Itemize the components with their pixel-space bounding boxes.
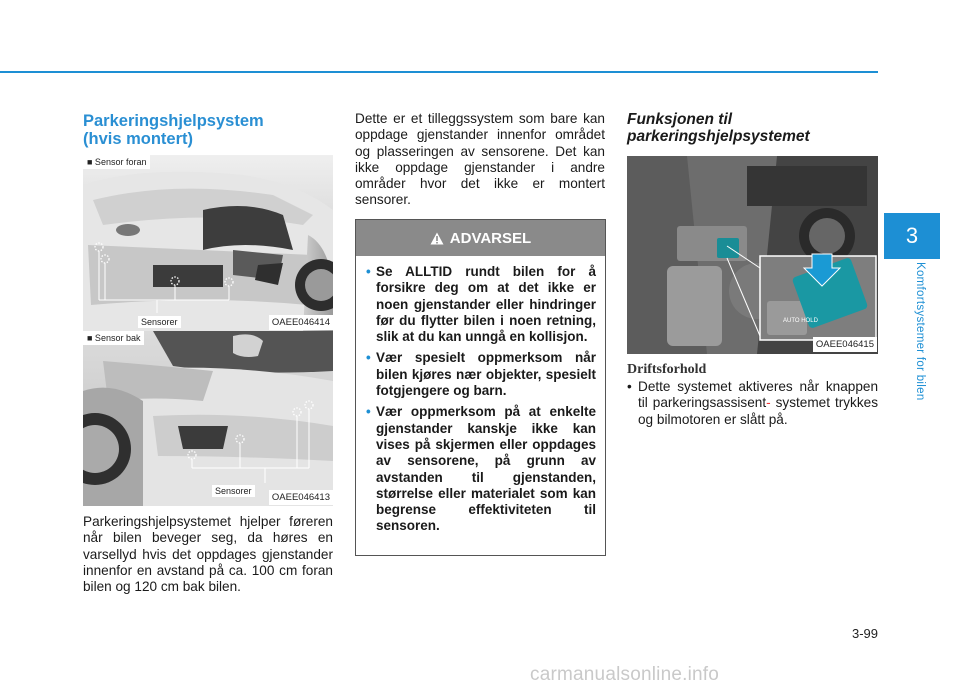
rear-sensor-tag: ■ Sensor bak [83, 331, 144, 345]
section-title-line2: (hvis montert) [83, 130, 194, 148]
line-hyphen: - [766, 395, 771, 411]
warning-item: • Vær oppmerksom på at enkelte gjenstander kanskje ikke kan vises på skjermen eller oppdages av sensorene, på grunn av avstanden til gjenstanden, størrelse eller materialet som kan begrense effektiviteten til sensoren. [366, 404, 596, 534]
operating-conditions-heading: Driftsforhold [627, 362, 707, 377]
section-title-line1: Parkeringshjelpsystem [83, 112, 264, 130]
function-title [627, 111, 877, 145]
supplement-paragraph: Dette er et tilleggssystem som bare kan oppdage gjenstander innenfor området og plasseringen av sensorene. Det kan ikke oppdage gjenstander i andre områder hvor det ikke er montert sensorer. [355, 111, 605, 208]
front-figure-code: OAEE046414 [269, 315, 333, 330]
front-sensor-label: Sensorer [138, 316, 181, 328]
function-title-line2: parkeringshjelpsystemet [627, 128, 810, 145]
rear-car-illustration [83, 331, 333, 506]
warning-box [355, 219, 606, 556]
operating-conditions-list [627, 379, 878, 428]
section-title [83, 112, 333, 148]
warning-triangle-icon [430, 232, 444, 245]
warning-item: • Vær spesielt oppmerksom når bilen kjøres nær objekter, spesielt fotgjengere og barn. [366, 350, 596, 399]
rear-figure-code: OAEE046413 [269, 490, 333, 505]
rear-sensor-label: Sensorer [212, 485, 255, 497]
page-number: 3-99 [851, 626, 878, 641]
operating-condition-text1: Dette systemet aktiveres når knappen til parkeringsassisent [638, 379, 878, 411]
watermark: carmanualsonline.info [530, 664, 720, 685]
auto-hold-button-text: AUTO HOLD [783, 318, 818, 324]
rear-sensor-figure [83, 331, 333, 506]
warning-list [356, 256, 605, 535]
warning-title: ADVARSEL [449, 229, 532, 247]
chapter-title: Komfortsystemer for bilen [914, 262, 926, 401]
operating-condition-text2: systemet trykkes og bilmotoren er slått på. [638, 395, 879, 427]
chapter-tab [884, 213, 940, 259]
function-figure-code: OAEE046415 [813, 337, 877, 352]
header-rule [0, 71, 878, 73]
operating-condition-item [627, 379, 878, 428]
parking-button-figure [627, 156, 878, 354]
console-illustration [627, 156, 878, 354]
chapter-number: 3 [905, 223, 919, 248]
front-sensor-figure [83, 155, 333, 332]
warning-header [356, 220, 605, 256]
intro-paragraph: Parkeringshjelpsystemet hjelper føreren når bilen beveger seg, da høres en varsellyd hvis det oppdages gjenstander innenfor en avstand på ca. 100 cm foran bilen og 120 cm bak bilen. [83, 514, 333, 595]
front-car-illustration [83, 155, 333, 332]
front-sensor-tag: ■ Sensor foran [83, 155, 150, 169]
warning-item: • Se ALLTID rundt bilen for å forsikre deg om at det ikke er noen gjenstander eller hindringer før du flytter bilen i noen retning, slik at du kan unngå en kollisjon. [366, 264, 596, 345]
function-title-line1: Funksjonen til [627, 111, 733, 128]
